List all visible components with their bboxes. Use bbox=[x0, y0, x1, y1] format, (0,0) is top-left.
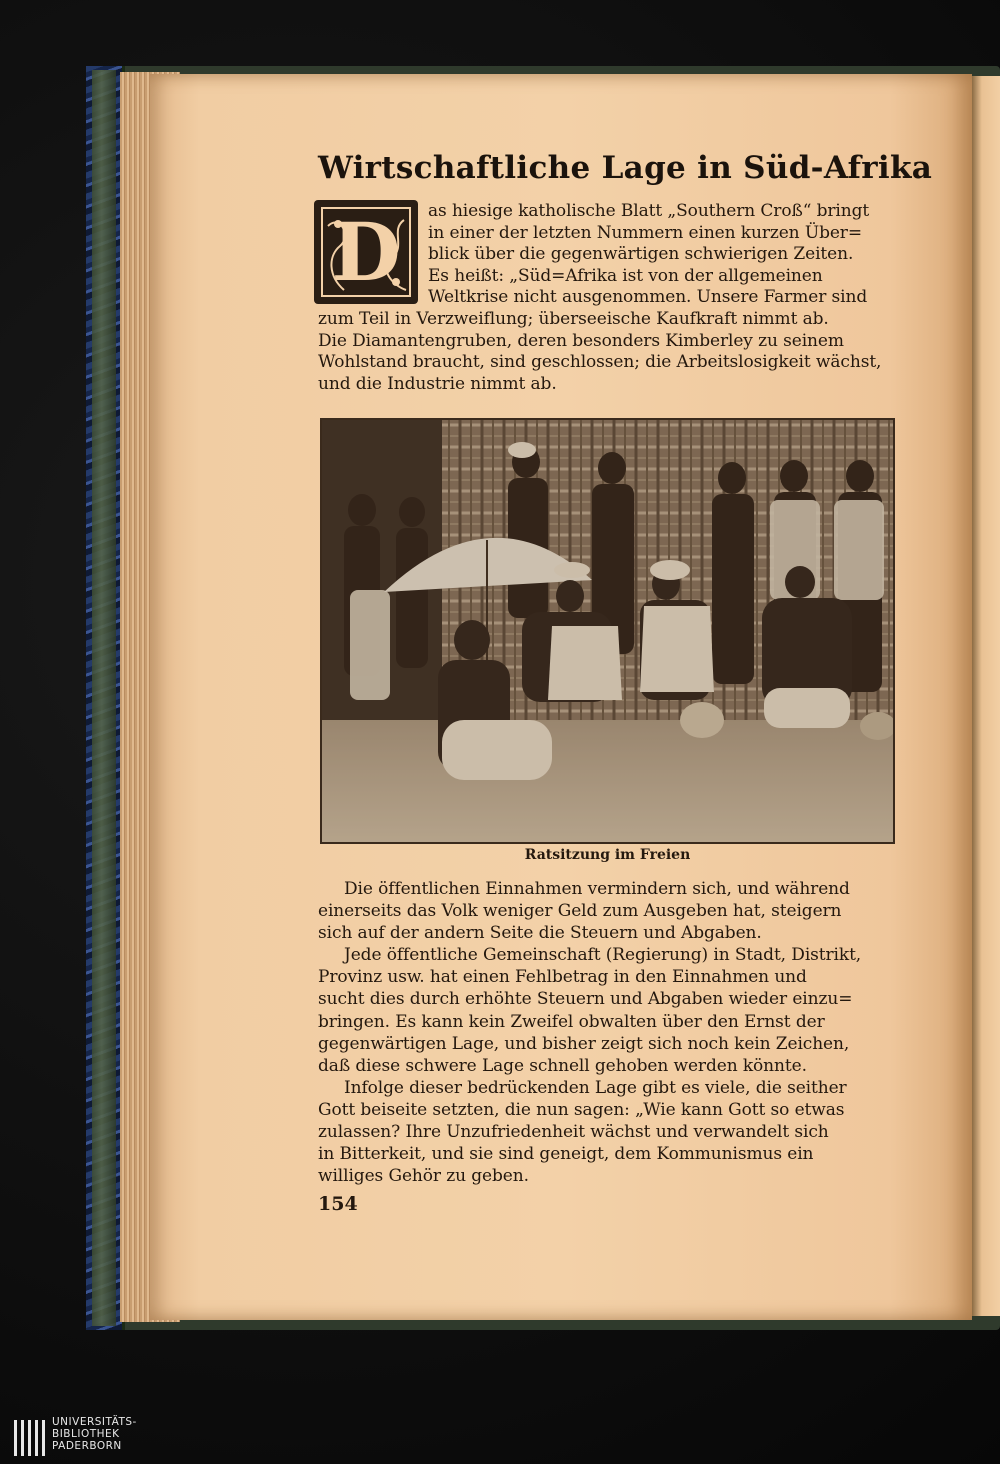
text-line: Jede öffentliche Gemeinschaft (Regierung) in Stadt, Distrikt, bbox=[344, 945, 862, 966]
facing-page-edge bbox=[972, 76, 1000, 1316]
text-line: blick über die gegenwärtigen schwierigen Zeiten. bbox=[428, 244, 854, 265]
text-line: daß diese schwere Lage schnell gehoben werden könnte. bbox=[318, 1055, 807, 1076]
library-name bbox=[52, 1416, 137, 1452]
text-line: Weltkrise nicht ausgenommen. Unsere Farmer sind bbox=[428, 287, 868, 308]
article-title: Wirtschaftliche Lage in Süd-Afrika bbox=[318, 150, 933, 186]
text-line: as hiesige katholische Blatt „Southern Croß“ bringt bbox=[428, 201, 870, 221]
cloth-spine-edge bbox=[92, 70, 116, 1326]
text-line: zulassen? Ihre Unzufriedenheit wächst und verwandelt sich bbox=[318, 1122, 829, 1143]
text-line: williges Gehör zu geben. bbox=[318, 1166, 529, 1187]
intro-full-lines bbox=[318, 309, 898, 395]
photo-caption: Ratsitzung im Freien bbox=[524, 847, 691, 863]
ornamental-initial bbox=[314, 200, 418, 304]
text-line: in einer der letzten Nummern einen kurzen Über= bbox=[428, 222, 862, 243]
library-logo bbox=[0, 1410, 260, 1464]
text-line: Provinz usw. hat einen Fehlbetrag in den Einnahmen und bbox=[318, 967, 807, 988]
library-bars-icon bbox=[12, 1416, 48, 1460]
text-line: bringen. Es kann kein Zweifel obwalten über den Ernst der bbox=[318, 1011, 825, 1032]
text-line: und die Industrie nimmt ab. bbox=[318, 373, 557, 394]
text-line: Gott beiseite setzten, die nun sagen: „Wie kann Gott so etwas bbox=[318, 1099, 845, 1120]
photograph-council-outdoors bbox=[320, 418, 895, 844]
library-name-line: BIBLIOTHEK bbox=[52, 1428, 120, 1440]
text-line: sich auf der andern Seite die Steuern und Abgaben. bbox=[318, 923, 762, 944]
initial-letter: D bbox=[331, 205, 401, 299]
text-line: Wohlstand braucht, sind geschlossen; die Arbeitslosigkeit wächst, bbox=[318, 352, 882, 373]
text-line: sucht dies durch erhöhte Steuern und Abgaben wieder einzu= bbox=[318, 989, 853, 1010]
photo-illustration bbox=[322, 420, 893, 842]
text-line: Infolge dieser bedrückenden Lage gibt es viele, die seither bbox=[344, 1077, 847, 1098]
library-name-line: PADERBORN bbox=[52, 1440, 122, 1452]
text-line: Es heißt: „Süd=Afrika ist von der allgemeinen bbox=[428, 265, 823, 286]
text-line: zum Teil in Verzweiflung; überseeische Kaufkraft nimmt ab. bbox=[318, 309, 829, 329]
text-line: gegenwärtigen Lage, und bisher zeigt sich noch kein Zeichen, bbox=[318, 1033, 850, 1054]
article-body bbox=[318, 878, 898, 1187]
text-line: Die öffentlichen Einnahmen vermindern sich, und während bbox=[344, 879, 850, 899]
library-name-line: UNIVERSITÄTS- bbox=[52, 1416, 137, 1428]
text-line: in Bitterkeit, und sie sind geneigt, dem Kommunismus ein bbox=[318, 1144, 814, 1165]
text-line: Die Diamantengruben, deren besonders Kimberley zu seinem bbox=[318, 330, 844, 351]
intro-indented-lines bbox=[428, 201, 898, 309]
text-line: einerseits das Volk weniger Geld zum Ausgeben hat, steigern bbox=[318, 901, 842, 922]
page-number: 154 bbox=[318, 1193, 358, 1215]
